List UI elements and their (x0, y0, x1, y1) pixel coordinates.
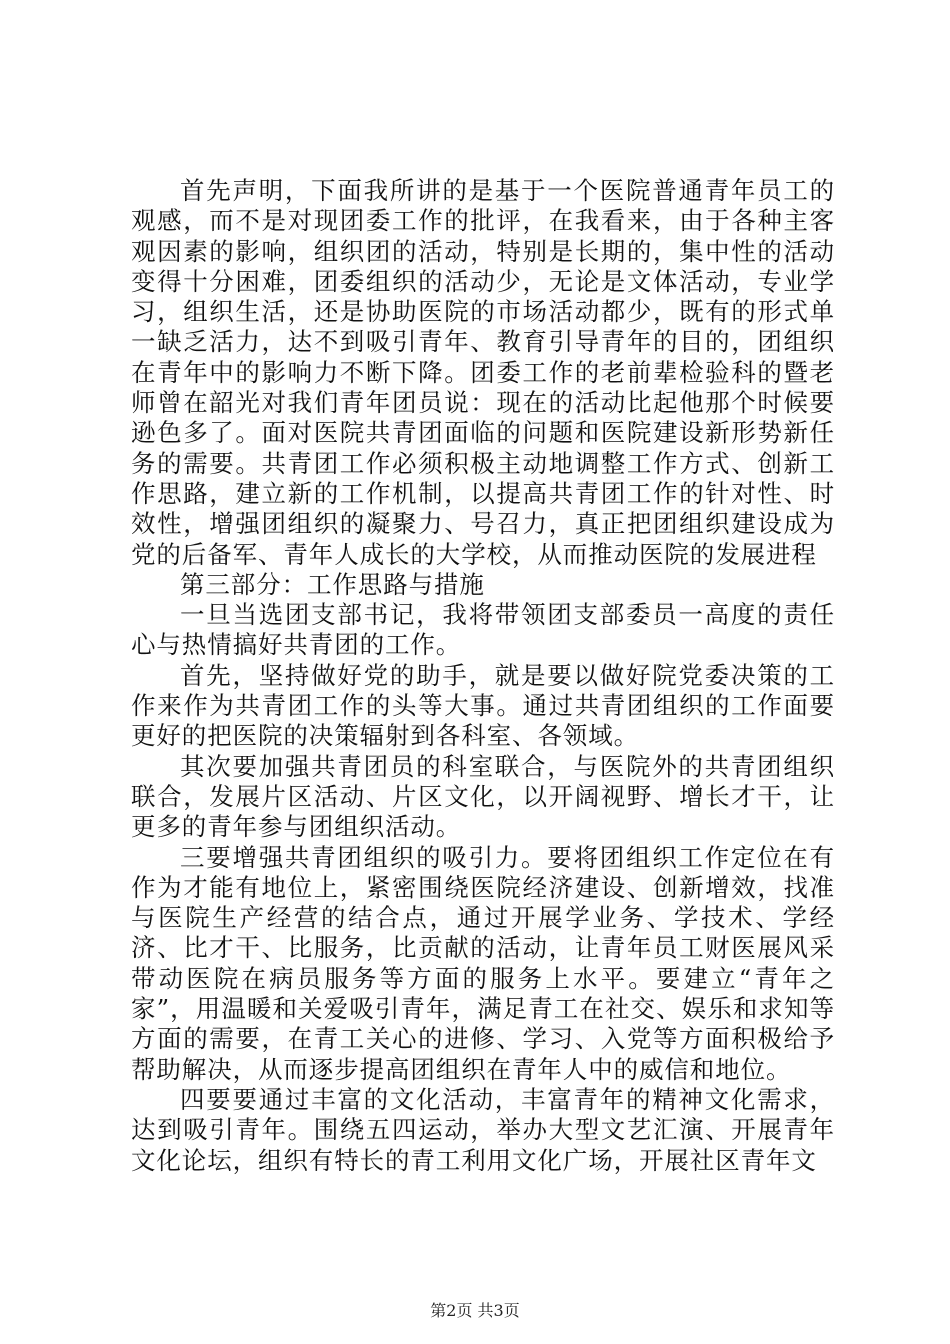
document-body (131, 176, 835, 1176)
paragraph-third-measure: 三要增强共青团组织的吸引力。要将团组织工作定位在有作为才能有地位上，紧密围绕医院经济建设、创新增效，找准与医院生产经营的结合点，通过开展学业务、学技术、学经济、比才干、比服务，比贡献的活动，让青年员工财医展风采带动医院在病员服务等方面的服务上水平。要建立“青年之家”，用温暖和关爱吸引青年，满足青工在社交、娱乐和求知等方面的需要，在青工关心的进修、学习、入党等方面积极给予帮助解决，从而逐步提高团组织在青年人中的威信和地位。 (131, 842, 835, 1084)
paragraph-intro: 首先声明，下面我所讲的是基于一个医院普通青年员工的观感，而不是对现团委工作的批评，在我看来，由于各种主客观因素的影响，组织团的活动，特别是长期的，集中性的活动变得十分困难，团委组织的活动少，无论是文体活动，专业学习，组织生活，还是协助医院的市场活动都少，既有的形式单一缺乏活力，达不到吸引青年、教育引导青年的目的，团组织在青年中的影响力不断下降。团委工作的老前辈检验科的暨老师曾在韶光对我们青年团员说：现在的活动比起他那个时候要逊色多了。面对医院共青团面临的问题和医院建设新形势新任务的需要。共青团工作必须积极主动地调整工作方式、创新工作思路，建立新的工作机制，以提高共青团工作的针对性、时效性，增强团组织的凝聚力、号召力，真正把团组织建设成为党的后备军、青年人成长的大学校，从而推动医院的发展进程 (131, 176, 835, 569)
page-indicator: 第2页 共3页 (430, 1301, 520, 1320)
paragraph-first-measure: 首先，坚持做好党的助手，就是要以做好院党委决策的工作来作为共青团工作的头等大事。通过共青团组织的工作面要更好的把医院的决策辐射到各科室、各领域。 (131, 660, 835, 751)
paragraph-fourth-measure: 四要要通过丰富的文化活动，丰富青年的精神文化需求，达到吸引青年。围绕五四运动，举办大型文艺汇演、开展青年文化论坛，组织有特长的青工利用文化广场，开展社区青年文 (131, 1084, 835, 1175)
paragraph-second-measure: 其次要加强共青团员的科室联合，与医院外的共青团组织联合，发展片区活动、片区文化，以开阔视野、增长才干，让更多的青年参与团组织活动。 (131, 751, 835, 842)
paragraph-commitment: 一旦当选团支部书记，我将带领团支部委员一高度的责任心与热情搞好共青团的工作。 (131, 600, 835, 660)
page-footer (0, 1301, 950, 1321)
section-heading: 第三部分：工作思路与措施 (180, 569, 485, 599)
